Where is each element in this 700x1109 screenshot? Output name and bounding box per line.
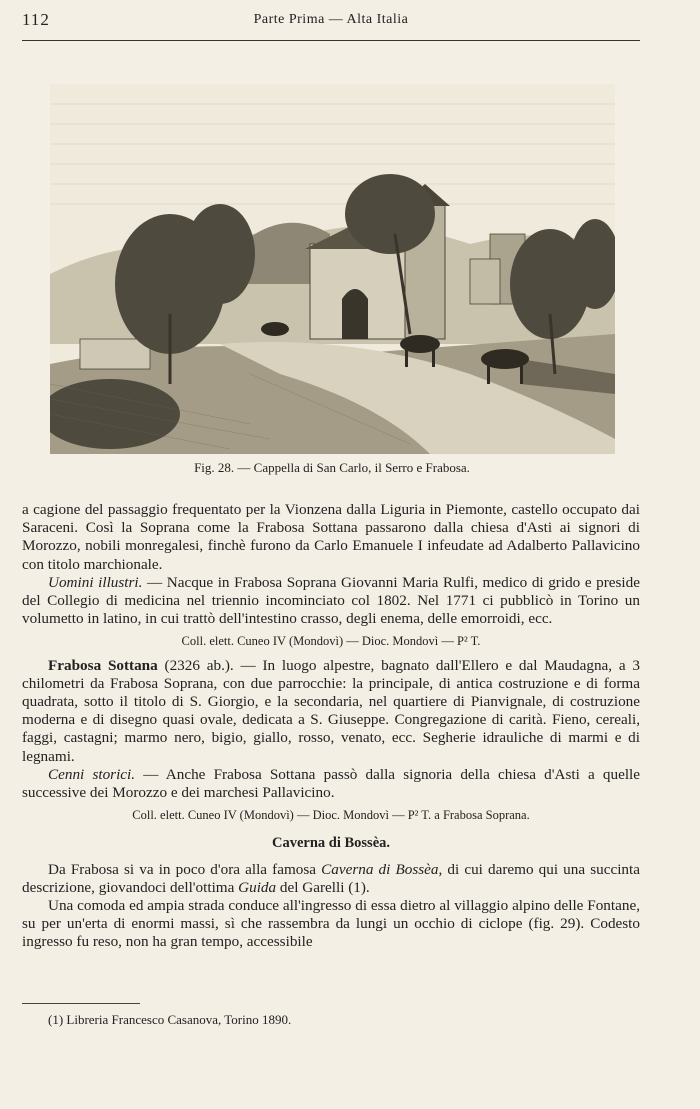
page-header [22,4,640,41]
guida-title: Guida [238,878,277,896]
paragraph-5-c: del Garelli (1). [276,878,370,896]
uomini-illustri-label: Uomini illustri. [48,573,143,591]
paragraph-1: a cagione del passaggio frequentato per la Vionzena dalla Liguria in Piemonte, castello occupato dai Saraceni. Così la Soprana come la Frabosa Sottana passarono dalla chiesa d'Asti ai signori di Morozzo, nobili monregalesi, finchè furono da Carlo Emanuele I infeudate ad Adalberto Pallavicino con titolo marchionale. [22,501,640,573]
footnote-divider [22,1003,140,1004]
electoral-info-2: Coll. elett. Cuneo IV (Mondovì) — Dioc. Mondovì — P² T. a Frabosa Soprana. [132,808,530,823]
footnote: (1) Libreria Francesco Casanova, Torino 1890. [48,1012,292,1027]
cenni-storici-label: Cenni storici. [48,765,136,783]
body-text [22,501,640,952]
frabosa-sottana-heading: Frabosa Sottana [48,656,158,674]
paragraph-4 [22,766,640,802]
page-number: 112 [22,10,50,29]
engraving-illustration [50,84,615,454]
running-head: Parte Prima — Alta Italia [253,12,409,27]
paragraph-5-b: , di cui daremo qui una succinta descrizione, giovandoci dell'ottima [22,860,640,896]
paragraph-2-text: — Nacque in Frabosa Soprana Giovanni Maria Rulfi, medico di grido e preside del Collegio di medicina nel triennio incominciato col 1802. Nel 1771 ci pubblicò in Torino un volumetto in latino, in cui trattò dell'intestino crasso, degli enema, delle emorroidi, ecc. [22,573,640,628]
section-heading: Caverna di Bossèa. [271,835,391,852]
paragraph-5 [22,861,640,897]
figure-caption: Fig. 28. — Cappella di San Carlo, il Serro e Frabosa. [194,460,470,475]
paragraph-6: Una comoda ed ampia strada conduce all'ingresso di essa dietro al villaggio alpino delle Fontane, su per un'erta di enormi massi, sì che rassembra da lungi un occhio di ciclope (fig. 29). Codesto ingresso fu reso, non ha gran tempo, accessibile [22,897,640,951]
paragraph-4-text: — Anche Frabosa Sottana passò dalla signoria della chiesa d'Asti a quelle successive dei Morozzo e dei marchesi Pallavicino. [22,765,641,802]
electoral-info-1: Coll. elett. Cuneo IV (Mondovì) — Dioc. Mondovì — P² T. [181,634,481,649]
paragraph-3-text: (2326 ab.). — In luogo alpestre, bagnato dall'Ellero e dal Maudagna, a 3 chilometri da Frabosa Soprana, con due parrocchie: la principale, di antica costruzione e di forma quadrata, sotto il titolo di S. Giorgio, e la secondaria, nel quartiere di Pianvignale, di costruzione moderna e di disegno quasi ovale, dedicata a S. Giuseppe. Congregazione di carità. Fieno, cereali, faggi, castagni; marmo nero, bigio, giallo, rosso, venato, ecc. Segherie idrauliche di marmi e di legnami. [22,656,640,765]
caverna-name: Caverna di Bossèa [321,860,439,878]
paragraph-5-a: Da Frabosa si va in poco d'ora alla famosa [48,860,322,878]
landscape-engraving [50,84,615,454]
paragraph-3 [22,657,640,766]
paragraph-2 [22,574,640,629]
